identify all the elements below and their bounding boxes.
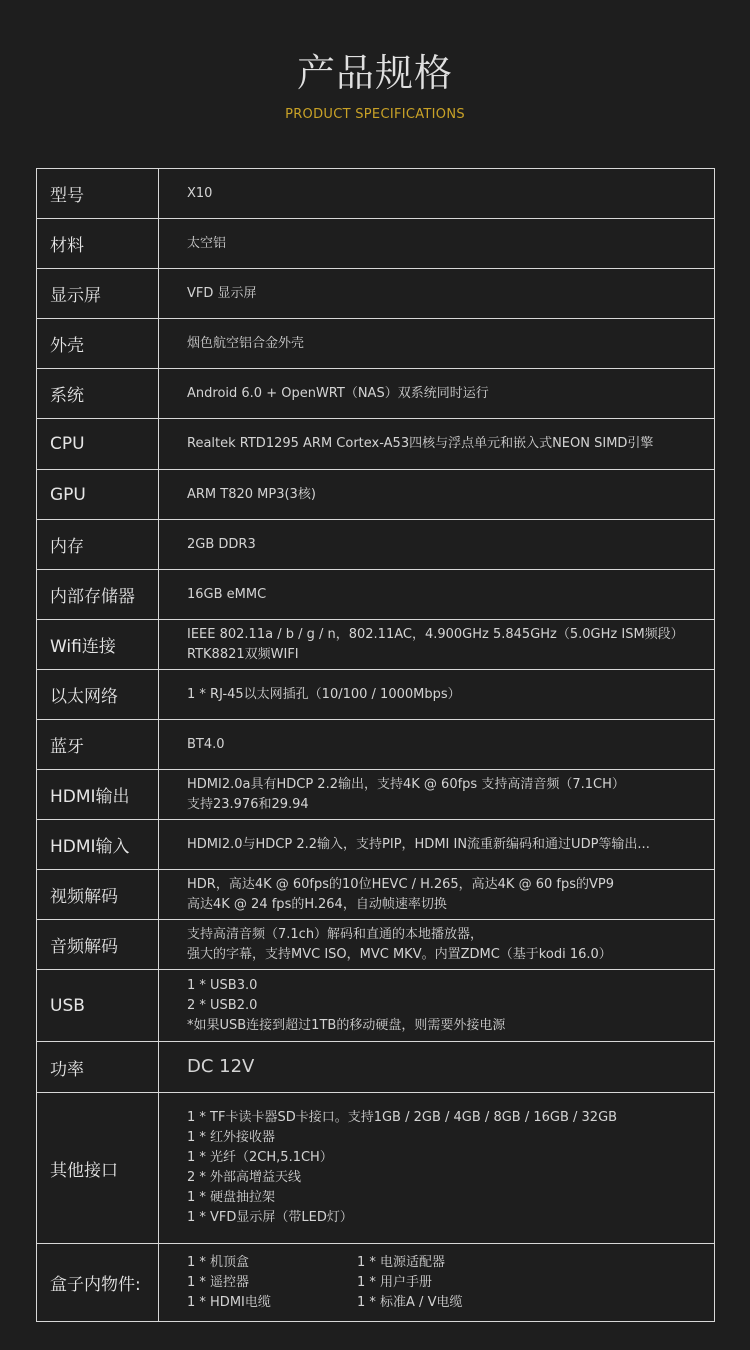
spec-value-line: X10 [187, 185, 213, 201]
spec-label: 型号 [37, 169, 159, 219]
spec-row [37, 770, 715, 820]
box-item: 1 * 用户手册 [357, 1274, 433, 1290]
page-subtitle: PRODUCT SPECIFICATIONS [285, 107, 465, 122]
spec-row [37, 870, 715, 920]
spec-value [159, 269, 715, 319]
spec-row [37, 219, 715, 269]
spec-row [37, 920, 715, 970]
spec-label: USB [37, 970, 159, 1042]
spec-value-line: 高达4K @ 24 fps的H.264，自动帧速率切换 [187, 896, 447, 912]
spec-value [159, 920, 715, 970]
spec-row [37, 1042, 715, 1093]
box-item: 1 * 标准A / V电缆 [357, 1294, 463, 1310]
spec-value-line: 1 * VFD显示屏（带LED灯） [187, 1210, 353, 1225]
spec-value [159, 770, 715, 820]
spec-label: 显示屏 [37, 269, 159, 319]
spec-row [37, 369, 715, 419]
spec-row [37, 419, 715, 470]
spec-row [37, 169, 715, 219]
spec-value-line: 太空铝 [187, 235, 227, 251]
spec-value-line: Android 6.0 + OpenWRT（NAS）双系统同时运行 [187, 385, 489, 401]
box-contents-value [159, 1244, 715, 1322]
box-contents-column [357, 1253, 527, 1313]
spec-value-line: 1 * TF卡读卡器SD卡接口。支持1GB / 2GB / 4GB / 8GB / 16GB / 32GB [187, 1110, 618, 1125]
spec-value-line: *如果USB连接到超过1TB的移动硬盘，则需要外接电源 [187, 1017, 506, 1033]
spec-table [36, 168, 715, 1322]
spec-row [37, 570, 715, 620]
spec-label: GPU [37, 470, 159, 520]
spec-row [37, 820, 715, 870]
box-item: 1 * HDMI电缆 [187, 1294, 271, 1310]
spec-value-line: 2 * 外部高增益天线 [187, 1170, 302, 1185]
spec-label: 视频解码 [37, 870, 159, 920]
spec-label: 材料 [37, 219, 159, 269]
spec-value [159, 570, 715, 620]
spec-row [37, 269, 715, 319]
spec-value [159, 620, 715, 670]
box-contents-row [37, 1244, 715, 1322]
spec-value [159, 720, 715, 770]
spec-value [159, 319, 715, 369]
spec-row [37, 319, 715, 369]
box-contents-column [187, 1253, 357, 1313]
spec-label: Wifi连接 [37, 620, 159, 670]
page-header [0, 0, 750, 168]
spec-value [159, 1093, 715, 1244]
page-title: 产品规格 [296, 51, 453, 95]
spec-label: 功率 [37, 1042, 159, 1093]
spec-label: 系统 [37, 369, 159, 419]
spec-value [159, 670, 715, 720]
spec-label: 音频解码 [37, 920, 159, 970]
spec-label: 外壳 [37, 319, 159, 369]
spec-value [159, 419, 715, 470]
spec-label: 蓝牙 [37, 720, 159, 770]
spec-value [159, 369, 715, 419]
spec-value [159, 970, 715, 1042]
spec-label: CPU [37, 419, 159, 470]
spec-value-line: 2GB DDR3 [187, 536, 256, 552]
box-contents-label: 盒子内物件: [37, 1244, 159, 1322]
spec-value-line: 1 * RJ-45以太网插孔（10/100 / 1000Mbps） [187, 686, 461, 702]
spec-value-line: VFD 显示屏 [187, 285, 257, 301]
spec-row [37, 670, 715, 720]
box-item: 1 * 电源适配器 [357, 1254, 446, 1270]
spec-row [37, 970, 715, 1042]
spec-value-line: 1 * 硬盘抽拉架 [187, 1190, 276, 1205]
spec-value-line: IEEE 802.11a / b / g / n，802.11AC，4.900GHz 5.845GHz（5.0GHz ISM频段） [187, 626, 684, 642]
spec-value [159, 1042, 715, 1093]
spec-label: HDMI输出 [37, 770, 159, 820]
spec-label: 内部存储器 [37, 570, 159, 620]
spec-value-line: BT4.0 [187, 736, 225, 752]
spec-row [37, 620, 715, 670]
spec-value-line: Realtek RTD1295 ARM Cortex-A53四核与浮点单元和嵌入式NEON SIMD引擎 [187, 436, 654, 451]
spec-value [159, 820, 715, 870]
spec-value-line: 支持23.976和29.94 [187, 796, 309, 812]
spec-label: 以太网络 [37, 670, 159, 720]
spec-label: 内存 [37, 520, 159, 570]
box-item: 1 * 机顶盒 [187, 1254, 250, 1270]
spec-value-line: 2 * USB2.0 [187, 997, 258, 1013]
box-item: 1 * 遥控器 [187, 1274, 250, 1290]
spec-value-line: HDR，高达4K @ 60fps的10位HEVC / H.265，高达4K @ 60 fps的VP9 [187, 876, 615, 892]
spec-value-line: 支持高清音频（7.1ch）解码和直通的本地播放器， [187, 926, 484, 942]
spec-value-line: 烟色航空铝合金外壳 [187, 335, 305, 351]
spec-row [37, 470, 715, 520]
spec-value-line: 1 * USB3.0 [187, 977, 258, 993]
spec-value [159, 520, 715, 570]
spec-value-line: 16GB eMMC [187, 586, 267, 602]
spec-value-line: DC 12V [187, 1056, 255, 1077]
spec-value-line: HDMI2.0与HDCP 2.2输入，支持PIP，HDMI IN流重新编码和通过UDP等输出... [187, 836, 650, 852]
spec-value-line: RTK8821双频WIFI [187, 646, 299, 662]
spec-value-line: 1 * 光纤（2CH,5.1CH） [187, 1150, 333, 1165]
spec-row [37, 720, 715, 770]
spec-value [159, 219, 715, 269]
spec-row [37, 520, 715, 570]
spec-value [159, 169, 715, 219]
spec-value-line: 1 * 红外接收器 [187, 1130, 276, 1145]
spec-value-line: 强大的字幕，支持MVC ISO，MVC MKV。内置ZDMC（基于kodi 16.0） [187, 946, 612, 962]
spec-label: HDMI输入 [37, 820, 159, 870]
spec-value [159, 870, 715, 920]
spec-value-line: ARM T820 MP3(3核) [187, 486, 316, 502]
spec-row [37, 1093, 715, 1244]
spec-value [159, 470, 715, 520]
spec-label: 其他接口 [37, 1093, 159, 1244]
spec-value-line: HDMI2.0a具有HDCP 2.2输出，支持4K @ 60fps 支持高清音频（7.1CH） [187, 776, 625, 792]
